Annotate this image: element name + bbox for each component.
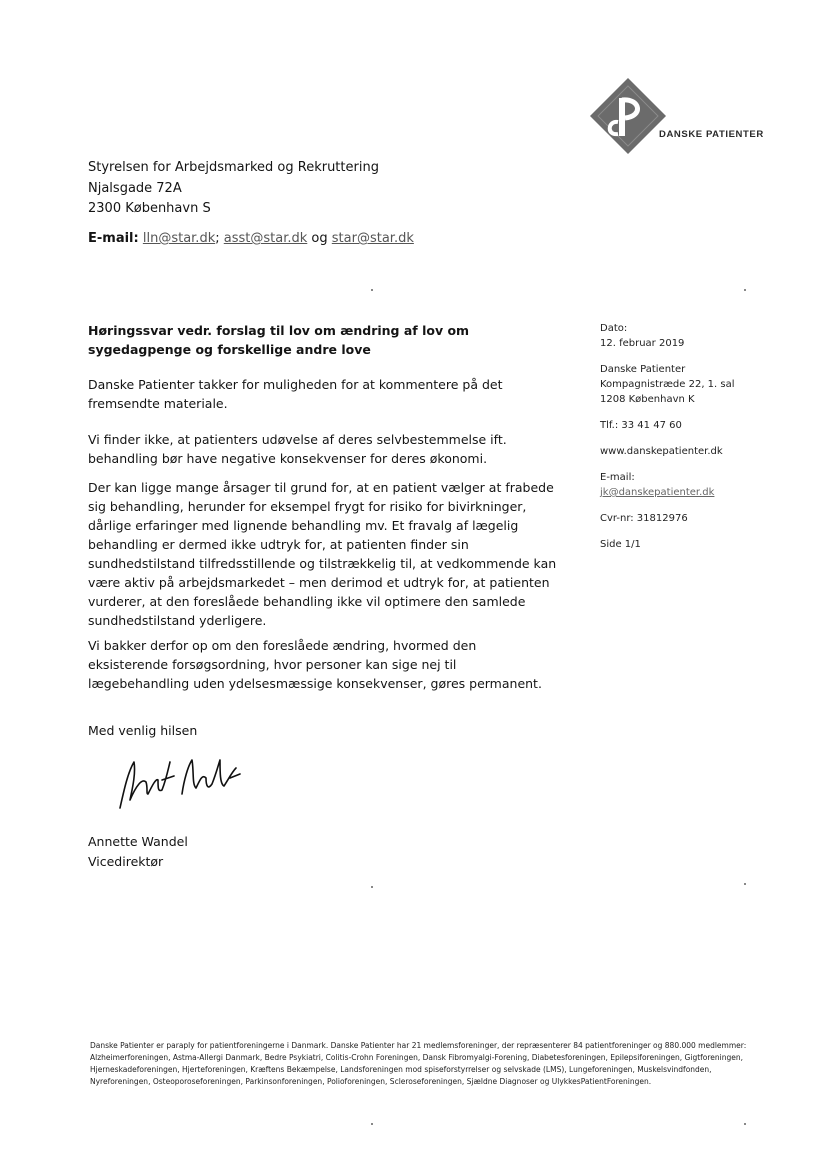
signatory-name: Annette Wandel: [88, 834, 188, 849]
email-line: [88, 231, 414, 246]
scan-dot: [371, 1123, 373, 1125]
logo-diamond-icon: [588, 76, 668, 156]
phone: Tlf.: 33 41 47 60: [600, 420, 682, 431]
letter-subject: Høringssvar vedr. forslag til lov om ændring af lov om sygedagpenge og forskellige andre love: [88, 323, 470, 357]
body-paragraph: Vi bakker derfor op om den foreslåede ændring, hvormed den eksisterende forsøgsordning, hvor personer kan sige nej til lægebehandling uden ydelsesmæssige konsekvenser, gøres permanent.: [88, 638, 542, 691]
org-street: Kompagnistræde 22, 1. sal: [600, 379, 735, 390]
email-separator: ;: [215, 231, 220, 246]
email-label: E-mail:: [88, 231, 139, 246]
email-link[interactable]: lln@star.dk: [142, 231, 216, 246]
date-value: 12. februar 2019: [600, 338, 685, 349]
recipient-line: 2300 København S: [88, 201, 211, 216]
cvr-number: Cvr-nr: 31812976: [600, 513, 688, 524]
body-paragraph: Vi finder ikke, at patienters udøvelse af deres selvbestemmelse ift. behandling bør have negative konsekvenser for deres økonomi.: [88, 432, 507, 466]
danske-patienter-logo: [588, 76, 764, 156]
sender-info-sidebar: [600, 321, 735, 563]
body-paragraph: Der kan ligge mange årsager til grund for, at en patient vælger at frabede sig behandling, herunder for eksempel frygt for risiko for bivirkninger, dårlige erfaringer med lignende behandling mv. Et fravalg af lægelig behandling er dermed ikke udtryk for, at patienten finder sin sundhedstilstand tilfredsstillende og tilstrækkelig til, at vedkommende kan være aktiv på arbejdsmarkedet – men derimod et udtryk for, at patienten vurderer, at den foreslåede behandling ikke vil optimere den samlede sundhedstilstand yderligere.: [88, 480, 557, 628]
scan-dot: [744, 289, 746, 291]
recipient-address: [88, 158, 379, 220]
website[interactable]: www.danskepatienter.dk: [600, 446, 723, 457]
footer-note: Danske Patienter er paraply for patientforeningerne i Danmark. Danske Patienter har 21 medlemsforeninger, der repræsenterer 84 patientforeninger og 880.000 medlemmer: Alzheimerforeningen, Astma-Allergi Danmark, Bedre Psykiatri, Colitis-Crohn Foreningen, Dansk Fibromyalgi-Forening, Diabetesforeningen, Epilepsiforeningen, Gigtforeningen, Hjerneskadeforeningen, Hjerteforeningen, Kræftens Bekæmpelse, Landsforeningen mod spiseforstyrrelser og selvskade (LMS), Lungeforeningen, Muskelsvindfonden, Nyreforeningen, Osteoporoseforeningen, Parkinsonforeningen, Polioforeningen, Scleroseforeningen, Sjældne Diagnoser og UlykkesPatientForeningen.: [90, 1041, 747, 1086]
sender-email-label: E-mail:: [600, 472, 635, 483]
body-paragraph: Danske Patienter takker for muligheden for at kommentere på det fremsendte materiale.: [88, 377, 503, 411]
org-city: 1208 København K: [600, 394, 695, 405]
signatory: [88, 832, 188, 872]
page-number: Side 1/1: [600, 539, 641, 550]
scan-dot: [744, 883, 746, 885]
recipient-line: Njalsgade 72A: [88, 180, 182, 196]
scan-dot: [371, 886, 373, 888]
scan-dot: [744, 1123, 746, 1125]
recipient-line: Styrelsen for Arbejdsmarked og Rekruttering: [88, 160, 379, 175]
logo-text: DANSKE PATIENTER: [659, 129, 764, 140]
signatory-title: Vicedirektør: [88, 854, 164, 869]
email-separator: og: [311, 231, 328, 246]
org-name: Danske Patienter: [600, 364, 686, 375]
sender-email-link[interactable]: jk@danskepatienter.dk: [600, 487, 715, 498]
email-link[interactable]: asst@star.dk: [223, 231, 308, 246]
email-link[interactable]: star@star.dk: [331, 231, 414, 246]
date-label: Dato:: [600, 323, 628, 334]
closing: Med venlig hilsen: [88, 723, 198, 738]
handwritten-signature: [112, 750, 282, 824]
scan-dot: [371, 289, 373, 291]
